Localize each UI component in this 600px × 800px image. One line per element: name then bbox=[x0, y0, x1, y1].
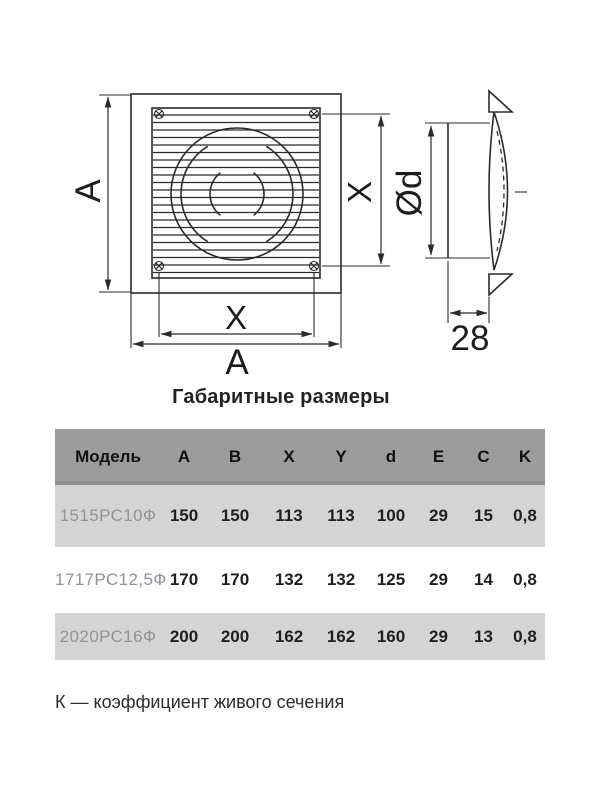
dim-label-X-right: X bbox=[341, 180, 378, 204]
col-header-y: Y bbox=[315, 429, 367, 485]
col-header-model: Модель bbox=[55, 429, 161, 485]
screw-icon bbox=[310, 110, 319, 119]
front-view bbox=[131, 94, 341, 293]
col-header-b: B bbox=[207, 429, 263, 485]
col-header-x: X bbox=[263, 429, 315, 485]
duct-circle bbox=[171, 128, 303, 260]
col-header-a: A bbox=[161, 429, 207, 485]
dim-label-A-left: A bbox=[69, 179, 108, 203]
col-header-d: d bbox=[367, 429, 415, 485]
col-header-k: K bbox=[505, 429, 545, 485]
table-row: 1515РС10Ф 150 150 113 113 100 29 15 0,8 bbox=[55, 485, 545, 547]
table-row: 2020РС16Ф 200 200 162 162 160 29 13 0,8 bbox=[55, 613, 545, 660]
section-title: Габаритные размеры bbox=[172, 386, 390, 408]
dimensions-table bbox=[55, 429, 545, 660]
table-row: 1717РС12,5Ф 170 170 132 132 125 29 14 0,8 bbox=[55, 547, 545, 613]
screw-icon bbox=[310, 262, 319, 271]
col-header-e: E bbox=[415, 429, 462, 485]
louver-slats bbox=[153, 115, 319, 273]
collar-lines bbox=[425, 123, 490, 258]
dim-label-depth: 28 bbox=[450, 319, 490, 358]
dimensional-drawing bbox=[0, 0, 600, 380]
side-view-dimensions bbox=[390, 126, 489, 358]
mounting-tab-top bbox=[489, 91, 512, 112]
grille-louver-panel bbox=[152, 108, 320, 278]
side-view bbox=[425, 91, 527, 295]
mounting-tab-bottom bbox=[489, 274, 512, 295]
extension-lines-depth bbox=[448, 261, 489, 323]
table-header-row bbox=[55, 429, 545, 485]
col-header-c: C bbox=[462, 429, 505, 485]
dim-label-X-bottom: X bbox=[224, 299, 248, 336]
model-name: 2020РС16Ф bbox=[55, 613, 161, 660]
screw-icon bbox=[155, 262, 164, 271]
dim-label-diameter: Ød bbox=[390, 169, 429, 217]
screw-icon bbox=[155, 110, 164, 119]
dim-label-A-bottom: A bbox=[225, 343, 249, 380]
model-name: 1515РС10Ф bbox=[55, 485, 161, 547]
footnote: К — коэффициент живого сечения bbox=[55, 692, 345, 712]
model-name: 1717РС12,5Ф bbox=[55, 570, 167, 589]
